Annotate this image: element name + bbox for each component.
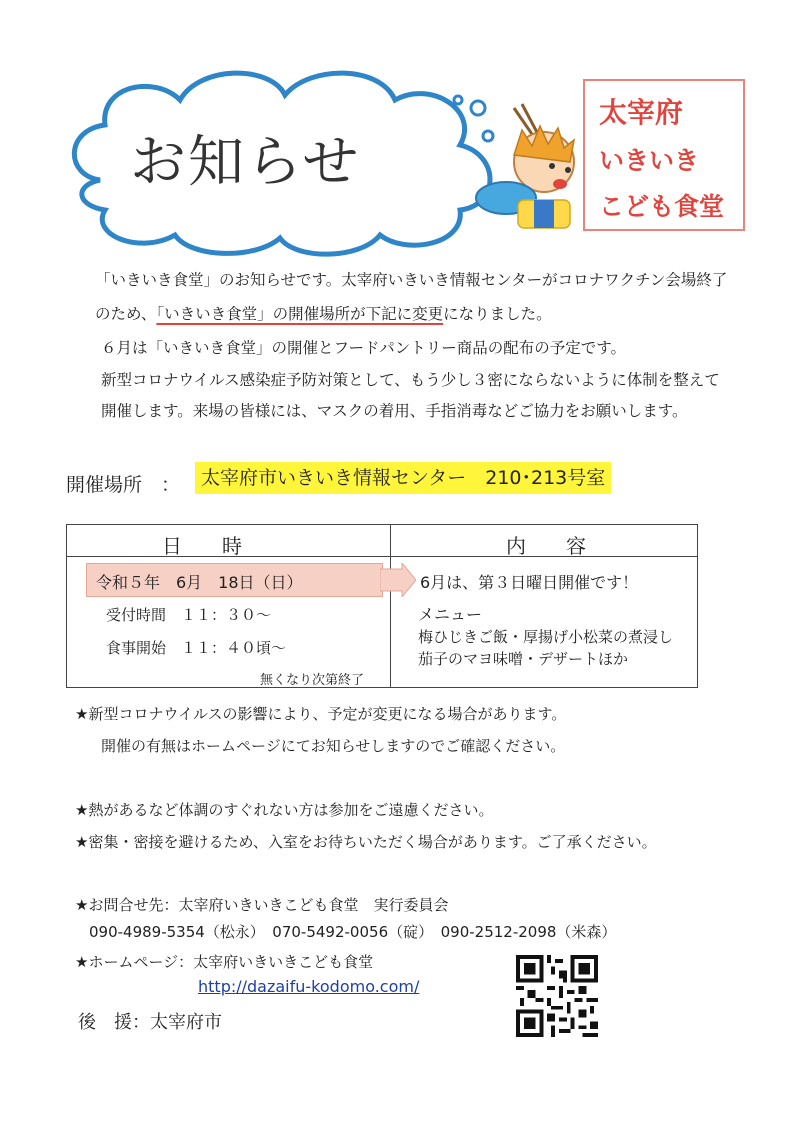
organization-badge bbox=[583, 79, 745, 231]
homepage-label: ★ホームページ：太宰府いきいきこども食堂 bbox=[75, 953, 374, 971]
org-line-3: こども食堂 bbox=[599, 192, 725, 221]
note-covid-change: ★新型コロナウイルスの影響により、予定が変更になる場合があります。 bbox=[75, 705, 567, 723]
menu-label: メニュー bbox=[418, 605, 483, 624]
intro-line-1: 「いきいき食堂」のお知らせです。太宰府いきいき情報センターがコロナワクチン会場終了 bbox=[95, 271, 728, 289]
support-line: 後 援：太宰府市 bbox=[78, 1012, 222, 1033]
table-header-divider bbox=[66, 556, 698, 557]
note-homepage-check: 開催の有無はホームページにてお知らせしますのでご確認ください。 bbox=[101, 737, 566, 755]
contact-phones: 090-4989-5354（松永） 070-5492-0056（碇） 090-2512-2098（米森） bbox=[89, 923, 617, 941]
contact-label: ★お問合せ先：太宰府いきいきこども食堂 実行委員会 bbox=[75, 896, 449, 914]
meal-start-time: 食事開始 １１：４０頃～ bbox=[106, 639, 287, 657]
header-date: 日 時 bbox=[162, 534, 242, 558]
intro-line-4: 新型コロナウイルス感染症予防対策として、もう少し３密にならないように体制を整えて bbox=[101, 371, 720, 389]
qr-code-icon bbox=[516, 955, 598, 1037]
reception-time: 受付時間 １１：３０～ bbox=[106, 606, 272, 624]
note-health: ★熱があるなど体調のすぐれない方は参加をご遠慮ください。 bbox=[75, 801, 494, 819]
content-main: 6月は、第３日曜日開催です！ bbox=[420, 573, 639, 592]
child-eating-illustration bbox=[474, 100, 584, 235]
page-title: お知らせ bbox=[130, 130, 361, 195]
table-column-divider bbox=[390, 524, 391, 688]
menu-line-2: 茄子のマヨ味噌・デザートほか bbox=[418, 650, 629, 668]
homepage-link[interactable]: http://dazaifu-kodomo.com/ bbox=[198, 977, 420, 996]
org-line-2: いきいき bbox=[599, 146, 700, 175]
org-line-1: 太宰府 bbox=[599, 96, 684, 129]
arrow-right-icon bbox=[380, 563, 416, 597]
venue-value: 太宰府市いきいき情報センター 210･213号室 bbox=[195, 462, 611, 494]
intro-line-2-pre: のため、 bbox=[95, 305, 157, 323]
intro-line-5: 開催します。来場の皆様には、マスクの着用、手指消毒などご協力をお願いします。 bbox=[101, 402, 688, 420]
end-note: 無くなり次第終了 bbox=[260, 673, 365, 688]
intro-line-2 bbox=[95, 307, 552, 323]
menu-line-1: 梅ひじきご飯・厚揚げ小松菜の煮浸し bbox=[418, 628, 674, 646]
note-crowding: ★密集・密接を避けるため、入室をお待ちいただく場合があります。ご了承ください。 bbox=[75, 833, 657, 851]
intro-line-2-post: になりました。 bbox=[443, 305, 552, 323]
venue-change-highlight: 「いきいき食堂」の開催場所が下記に変更 bbox=[156, 305, 444, 323]
event-date: 令和５年 6月 18日（日） bbox=[96, 573, 303, 592]
header-content: 内 容 bbox=[506, 534, 586, 558]
venue-label: 開催場所 ： bbox=[66, 474, 181, 496]
intro-line-3: ６月は「いきいき食堂」の開催とフードパントリー商品の配布の予定です。 bbox=[101, 339, 626, 357]
